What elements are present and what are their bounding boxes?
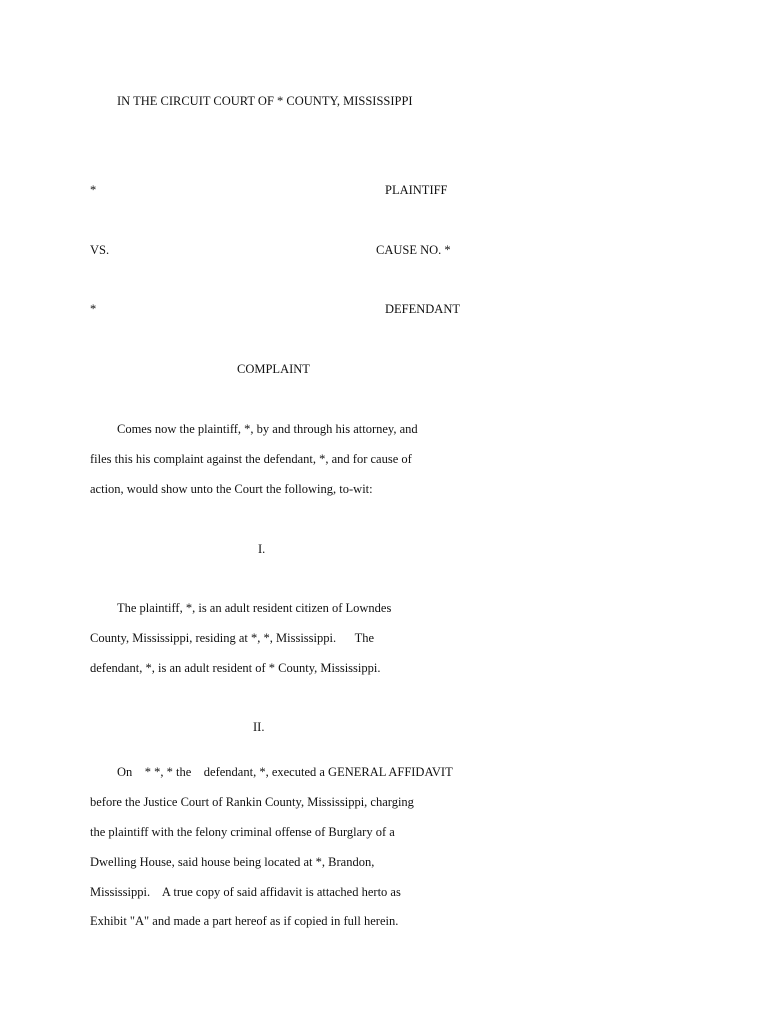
defendant-name: * bbox=[90, 302, 97, 316]
cause-number: CAUSE NO. * bbox=[376, 243, 451, 257]
section-1-line: The plaintiff, *, is an adult resident citizen of Lowndes bbox=[117, 601, 392, 615]
intro-line: Comes now the plaintiff, *, by and through his attorney, and bbox=[117, 422, 418, 436]
intro-line: files this his complaint against the defendant, *, and for cause of bbox=[90, 452, 412, 466]
plaintiff-label: PLAINTIFF bbox=[385, 183, 448, 197]
versus-label: VS. bbox=[90, 243, 110, 257]
section-2-line: the plaintiff with the felony criminal offense of Burglary of a bbox=[90, 825, 395, 839]
section-2-line: Exhibit "A" and made a part hereof as if copied in full herein. bbox=[90, 914, 399, 928]
court-heading: IN THE CIRCUIT COURT OF * COUNTY, MISSISSIPPI bbox=[117, 94, 413, 108]
section-numeral-2: II. bbox=[253, 720, 265, 734]
plaintiff-name: * bbox=[90, 183, 97, 197]
section-numeral-1: I. bbox=[258, 542, 266, 556]
section-2-line: before the Justice Court of Rankin County, Mississippi, charging bbox=[90, 795, 414, 809]
section-1-line: defendant, *, is an adult resident of * County, Mississippi. bbox=[90, 661, 381, 675]
document-title: COMPLAINT bbox=[237, 362, 310, 376]
section-2-line: Mississippi. A true copy of said affidavit is attached herto as bbox=[90, 885, 401, 899]
section-2-line: On * *, * the defendant, *, executed a GENERAL AFFIDAVIT bbox=[117, 765, 453, 779]
intro-line: action, would show unto the Court the following, to-wit: bbox=[90, 482, 373, 496]
section-2-line: Dwelling House, said house being located at *, Brandon, bbox=[90, 855, 375, 869]
defendant-label: DEFENDANT bbox=[385, 302, 460, 316]
section-1-line: County, Mississippi, residing at *, *, Mississippi. The bbox=[90, 631, 375, 645]
